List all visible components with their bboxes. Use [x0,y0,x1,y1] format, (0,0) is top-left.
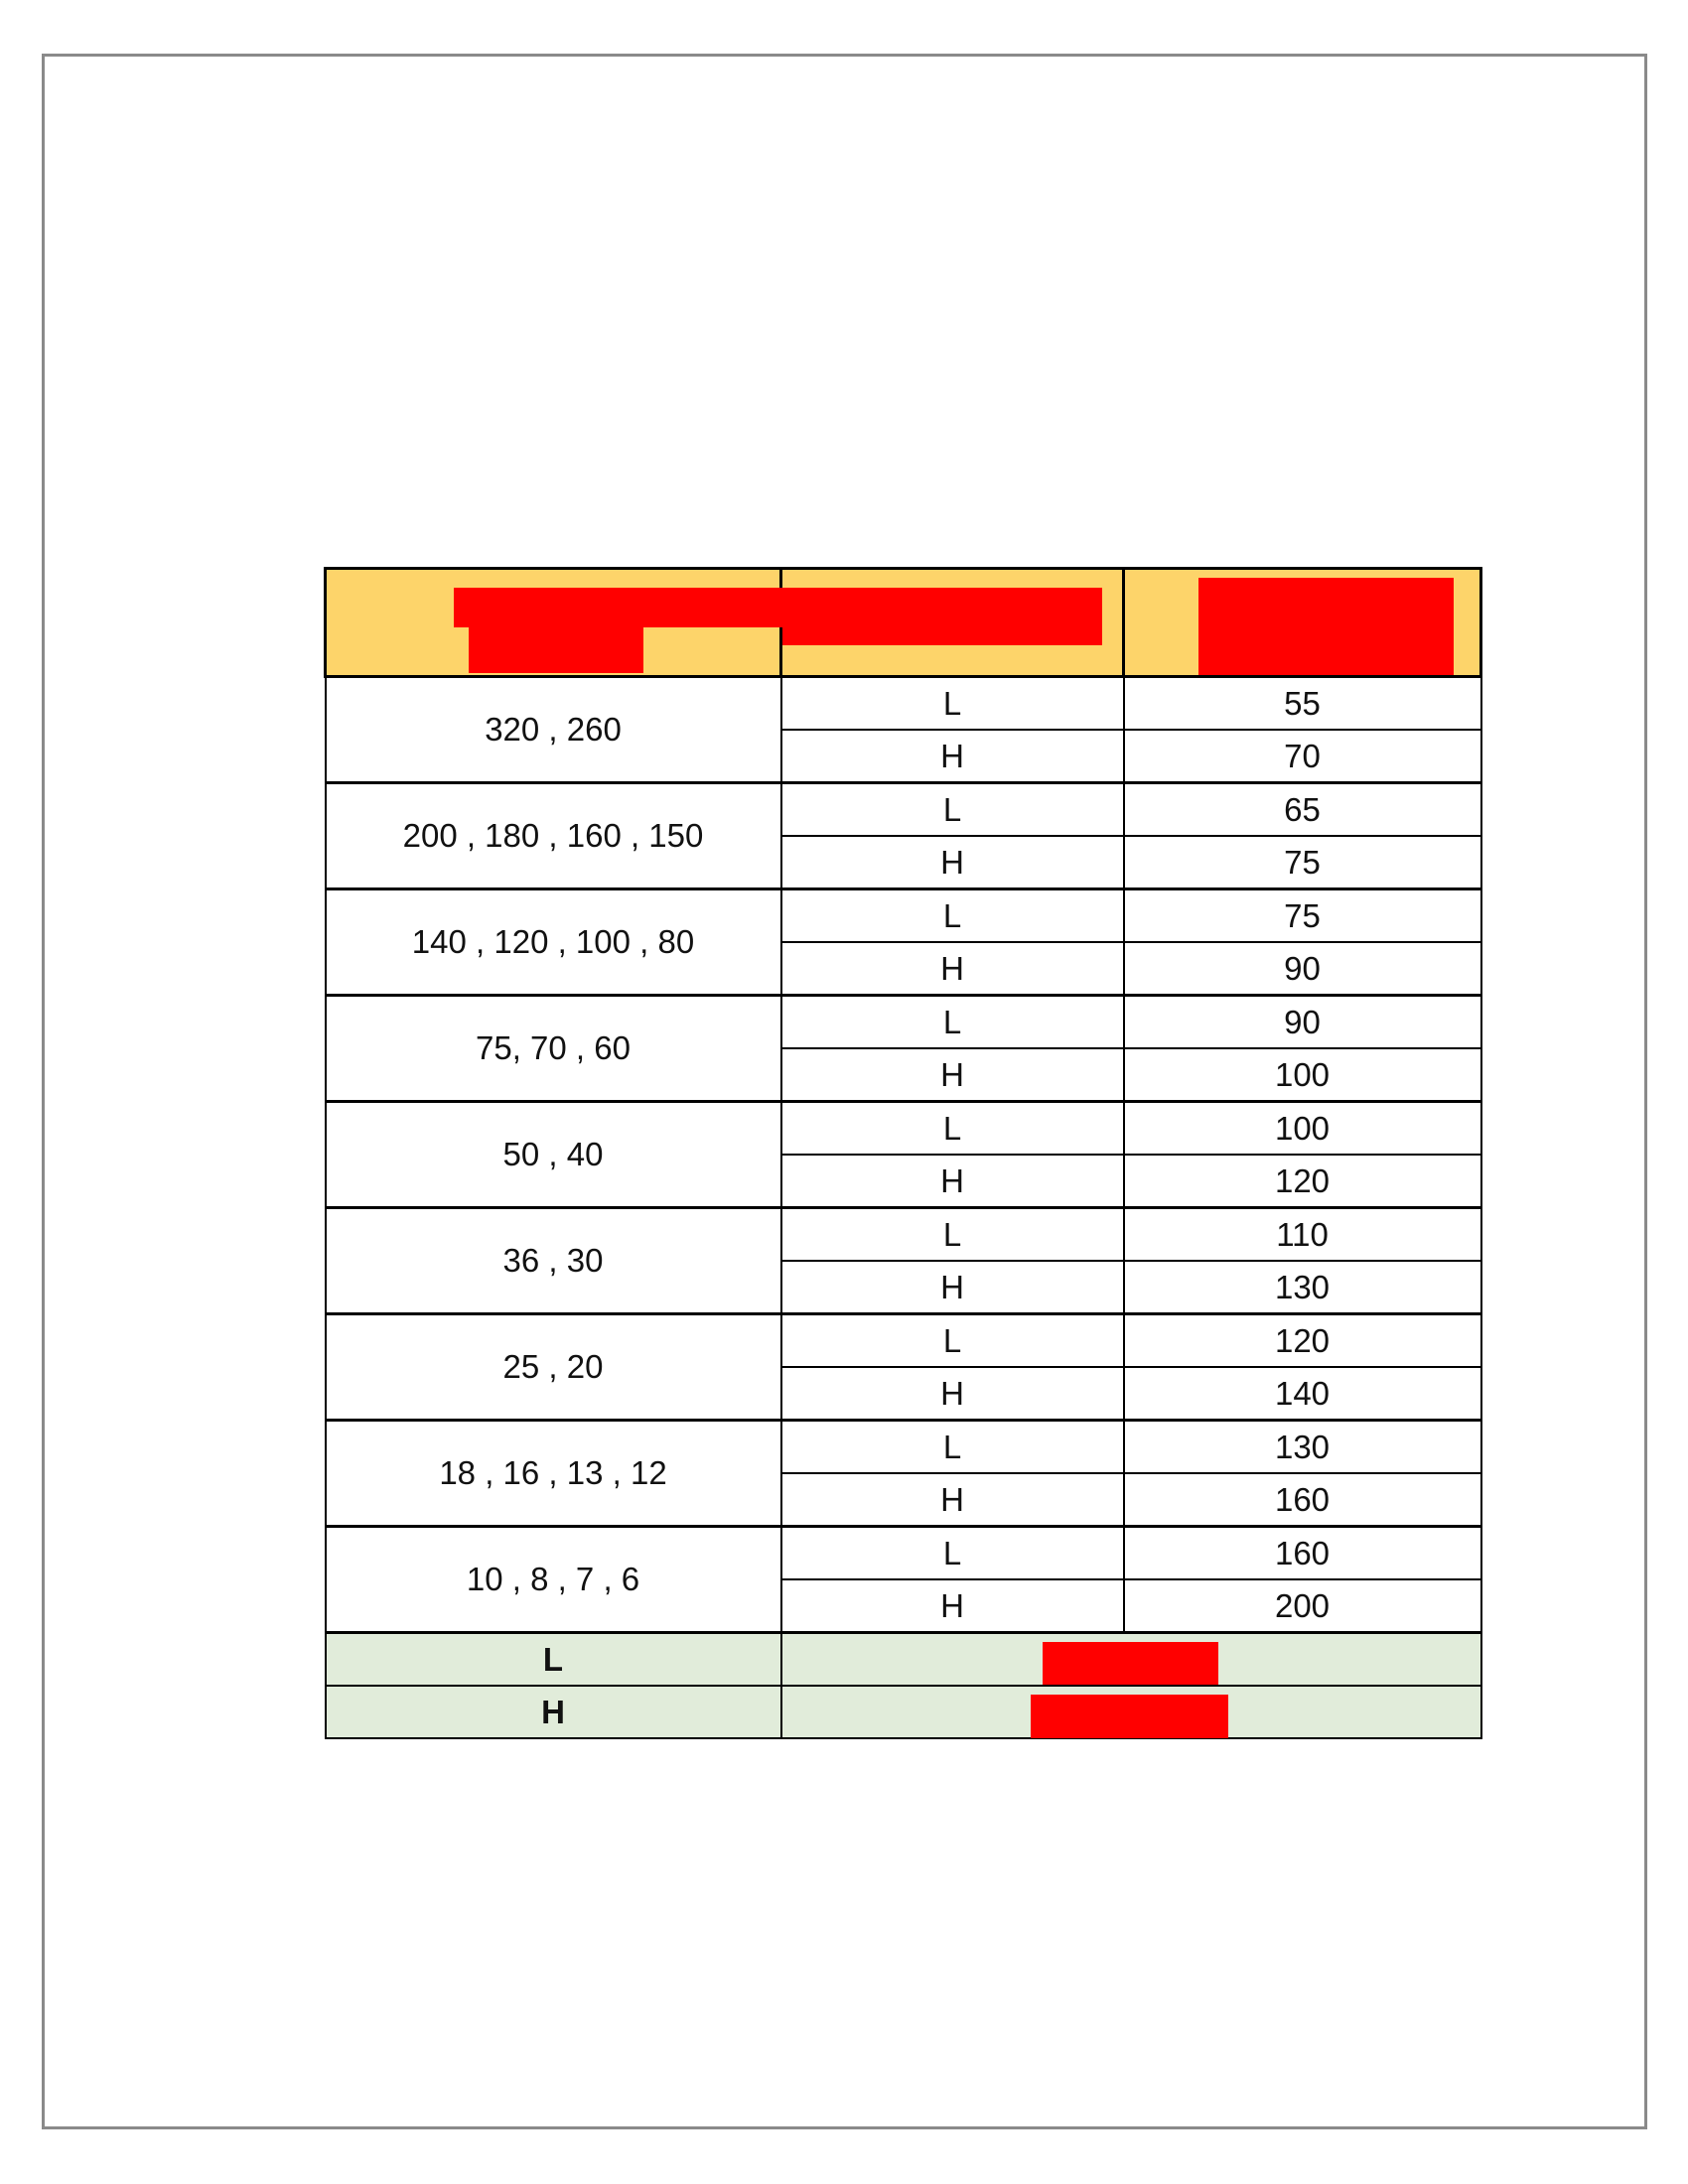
value-cell: 140 [1124,1367,1481,1421]
level-cell: L [781,1208,1124,1262]
table-row [326,1527,1481,1580]
value-cell: 90 [1124,942,1481,996]
size-group-cell: 140 , 120 , 100 , 80 [326,889,781,996]
level-cell: L [781,1527,1124,1580]
size-group-cell: 10 , 8 , 7 , 6 [326,1527,781,1633]
value-cell: 70 [1124,730,1481,783]
value-cell: 110 [1124,1208,1481,1262]
value-cell: 130 [1124,1421,1481,1474]
level-cell: L [781,1314,1124,1368]
value-cell: 130 [1124,1261,1481,1314]
level-cell: L [781,1102,1124,1156]
value-cell: 100 [1124,1048,1481,1102]
redaction-block [469,625,643,673]
size-group-cell: 36 , 30 [326,1208,781,1314]
value-cell: 160 [1124,1473,1481,1527]
value-cell: 55 [1124,677,1481,731]
size-group-cell: 25 , 20 [326,1314,781,1421]
level-cell: H [781,730,1124,783]
value-cell: 160 [1124,1527,1481,1580]
table-header-row [326,569,1481,677]
redaction-block [1198,578,1454,675]
summary-row [326,1686,1481,1738]
value-cell: 120 [1124,1314,1481,1368]
size-group-cell: 18 , 16 , 13 , 12 [326,1421,781,1527]
level-cell: H [781,1155,1124,1208]
level-cell: H [781,1367,1124,1421]
table-row [326,1421,1481,1474]
level-cell: L [781,889,1124,943]
summary-value-cell [781,1633,1481,1687]
redaction-block [454,588,801,627]
size-level-table [324,567,1482,1739]
summary-row [326,1633,1481,1687]
table-row [326,889,1481,943]
header-cell-1 [326,569,781,677]
header-cell-2 [781,569,1124,677]
value-cell: 100 [1124,1102,1481,1156]
table-row [326,783,1481,837]
header-cell-3 [1124,569,1481,677]
redaction-block [1031,1695,1228,1738]
redaction-block [1043,1642,1218,1685]
level-cell: H [781,1473,1124,1527]
value-cell: 65 [1124,783,1481,837]
summary-label-cell: L [326,1633,781,1687]
size-group-cell: 75, 70 , 60 [326,996,781,1102]
redaction-block [782,588,1102,645]
level-cell: H [781,1048,1124,1102]
level-cell: L [781,677,1124,731]
summary-value-cell [781,1686,1481,1738]
table-row [326,1102,1481,1156]
value-cell: 75 [1124,889,1481,943]
value-cell: 120 [1124,1155,1481,1208]
level-cell: L [781,783,1124,837]
table-row [326,996,1481,1049]
level-cell: H [781,942,1124,996]
size-group-cell: 200 , 180 , 160 , 150 [326,783,781,889]
level-cell: H [781,1579,1124,1633]
summary-label-cell: H [326,1686,781,1738]
table-row [326,1314,1481,1368]
level-cell: H [781,836,1124,889]
table-row [326,1208,1481,1262]
value-cell: 75 [1124,836,1481,889]
size-group-cell: 50 , 40 [326,1102,781,1208]
level-cell: H [781,1261,1124,1314]
level-cell: L [781,996,1124,1049]
level-cell: L [781,1421,1124,1474]
size-group-cell: 320 , 260 [326,677,781,783]
value-cell: 200 [1124,1579,1481,1633]
table-row [326,677,1481,731]
value-cell: 90 [1124,996,1481,1049]
